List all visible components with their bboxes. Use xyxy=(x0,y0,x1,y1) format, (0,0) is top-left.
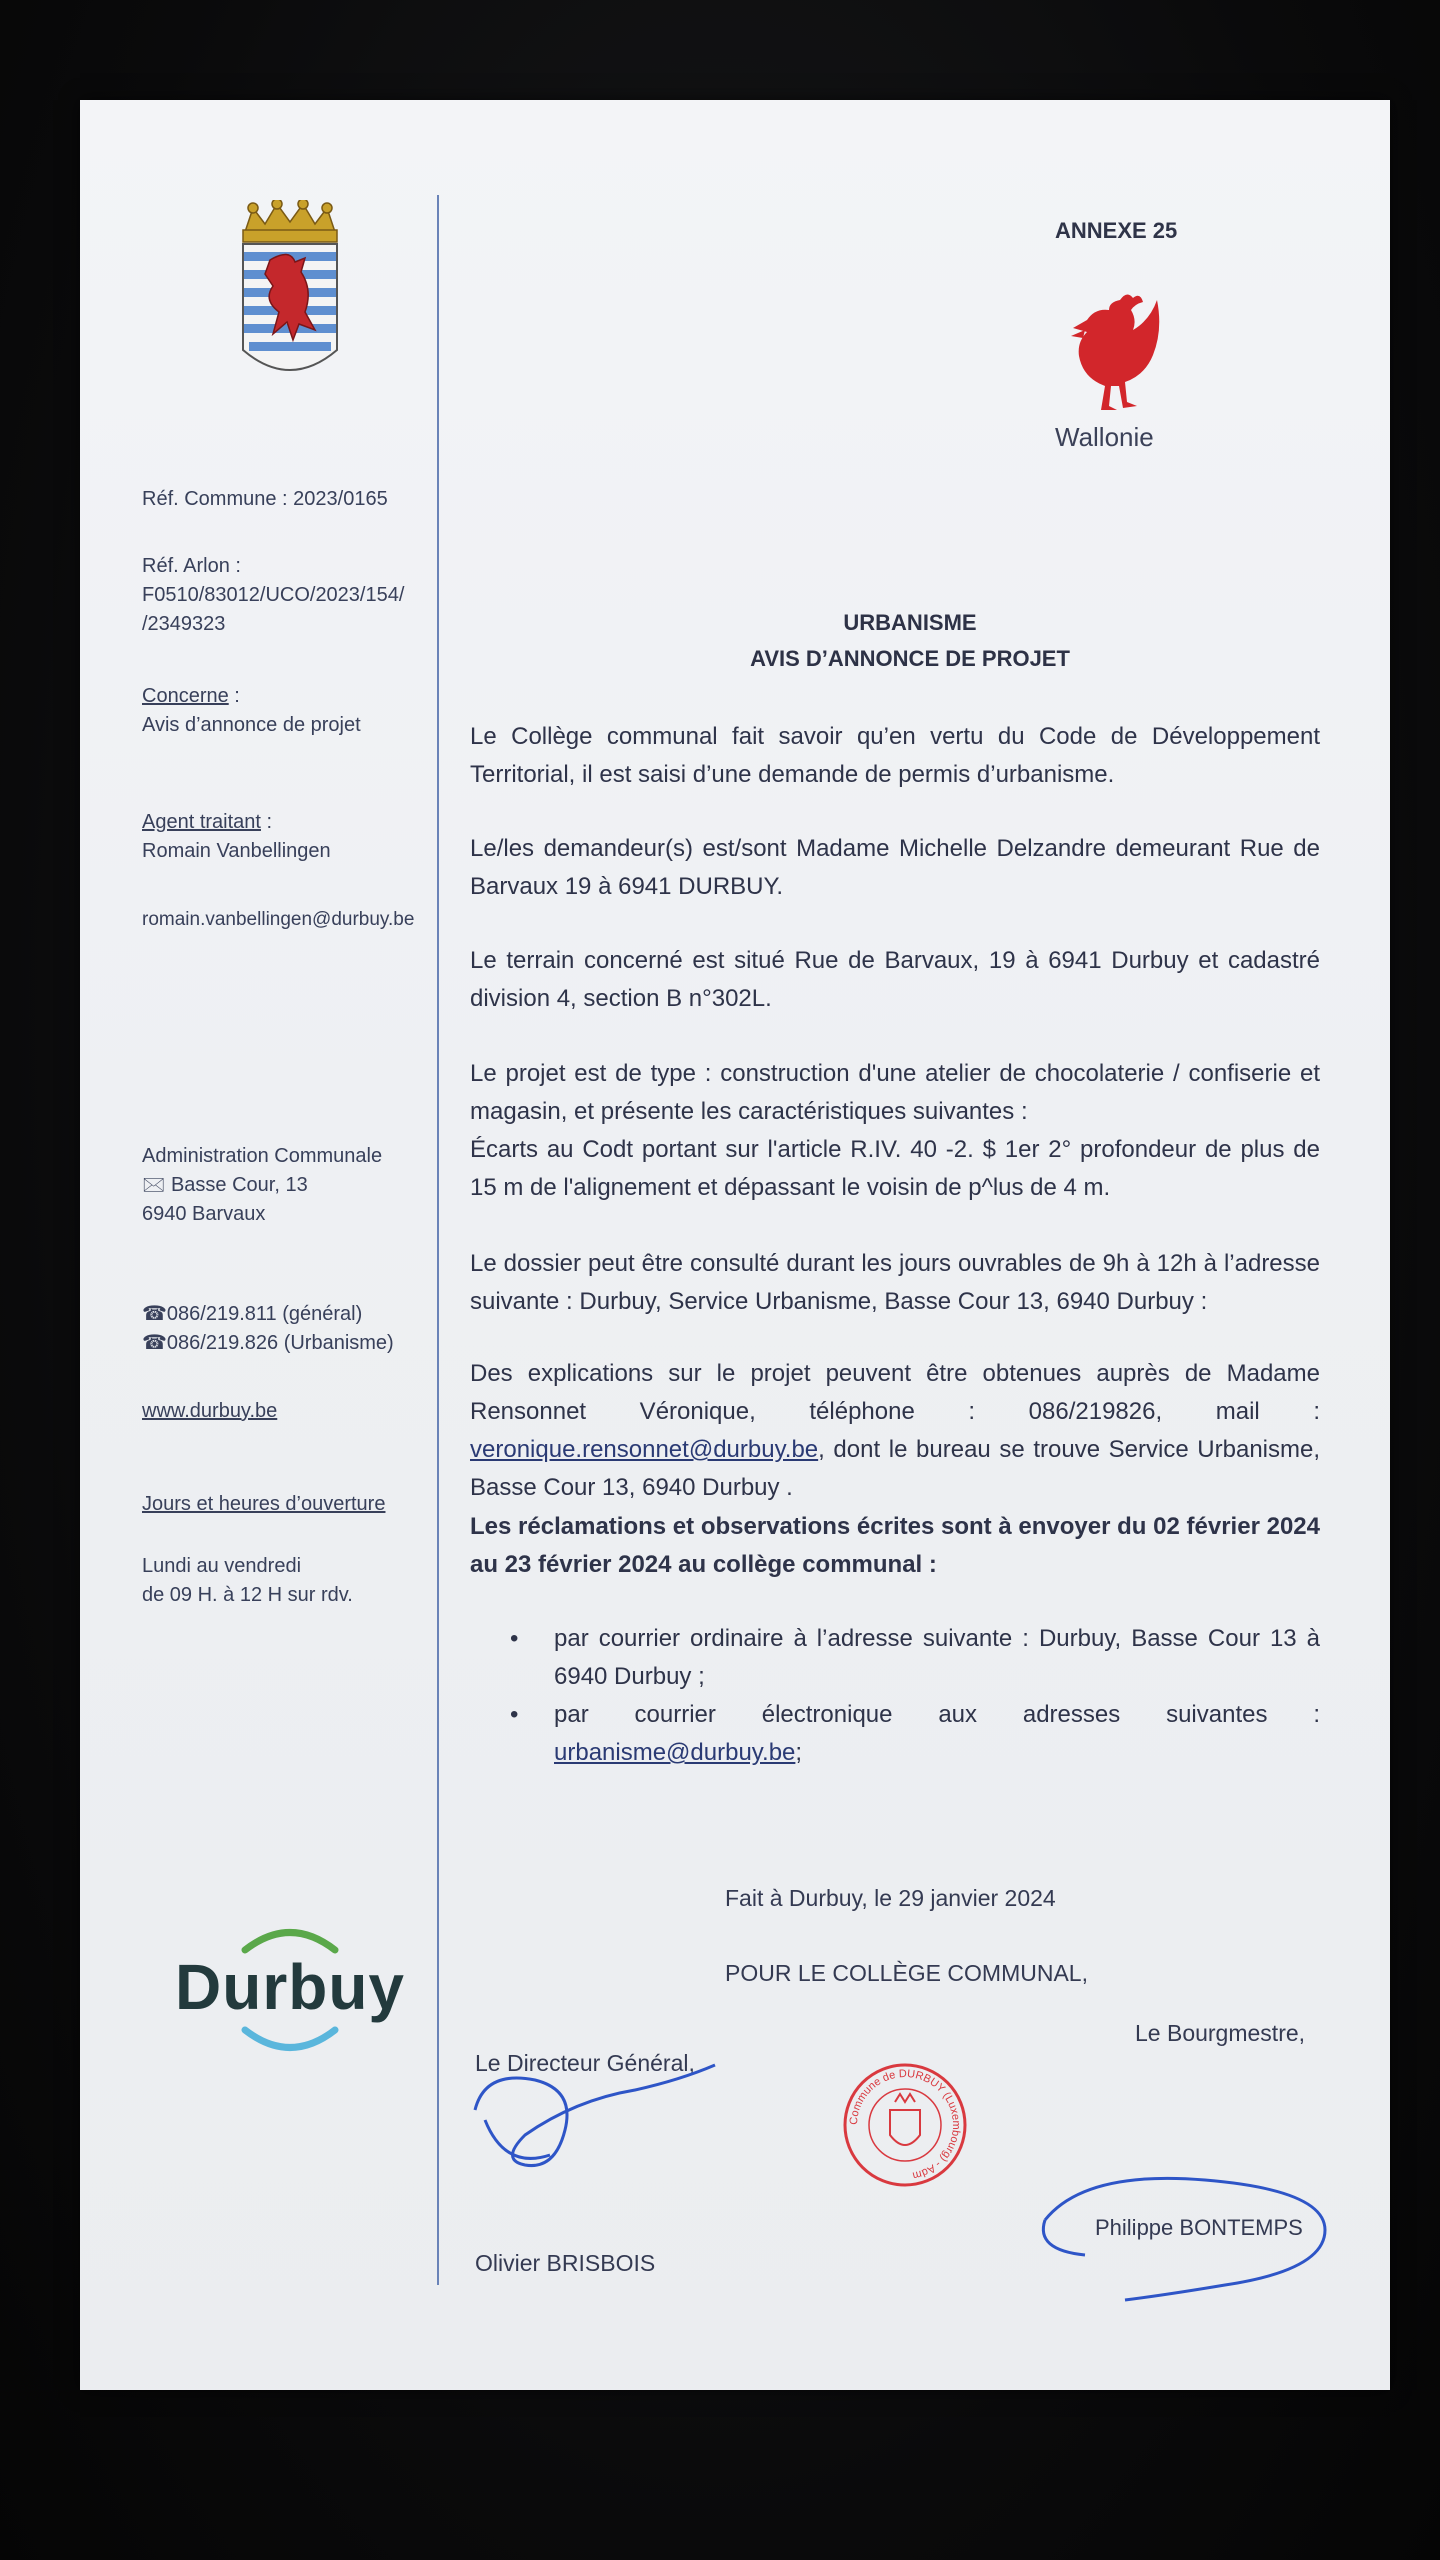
admin-city: 6940 Barvaux xyxy=(142,1203,266,1225)
concerne-label: Concerne xyxy=(142,685,229,707)
for-college: POUR LE COLLÈGE COMMUNAL, xyxy=(725,1960,1088,1986)
svg-text:Commune de DURBUY (Luxembourg) xyxy=(848,2068,962,2182)
wallonie-rooster-logo xyxy=(1065,290,1165,420)
paragraph-explanations xyxy=(470,1355,1320,1507)
bullet-marker: • xyxy=(510,1625,519,1652)
agent-block xyxy=(142,808,412,866)
director-general-title: Le Directeur Général, xyxy=(475,2050,695,2076)
place-date: Fait à Durbuy, le 29 janvier 2024 xyxy=(725,1885,1056,1911)
hours-time: de 09 H. à 12 H sur rdv. xyxy=(142,1584,353,1606)
list-item xyxy=(510,1620,1320,1696)
vertical-divider xyxy=(437,195,439,2285)
admin-address-block xyxy=(142,1142,412,1229)
paragraph-applicant: Le/les demandeur(s) est/sont Madame Michelle Delzandre demeurant Rue de Barvaux 19 à 6941 DURBUY. xyxy=(470,835,1320,900)
director-name: Olivier BRISBOIS xyxy=(475,2250,656,2276)
ref-commune: Réf. Commune : 2023/0165 xyxy=(142,488,388,510)
ref-arlon-line2: /2349323 xyxy=(142,613,226,635)
durbuy-logo xyxy=(175,1920,405,2065)
list-item-text: par courrier ordinaire à l’adresse suivante : Durbuy, Basse Cour 13 à 6940 Durbuy ; xyxy=(554,1625,1320,1690)
paragraph-consultation: Le dossier peut être consulté durant les jours ouvrables de 9h à 12h à l’adresse suivante : Durbuy, Service Urbanisme, Basse Cour 13, 6940 Durbuy : xyxy=(470,1250,1320,1315)
agent-email[interactable]: romain.vanbellingen@durbuy.be xyxy=(142,909,415,930)
concerne-value: Avis d’annonce de projet xyxy=(142,714,361,736)
director-signature xyxy=(465,2060,725,2195)
phone-general: ☎086/219.811 (général) xyxy=(142,1303,363,1325)
admin-street: 🖂 Basse Cour, 13 xyxy=(142,1174,308,1196)
paragraph-project-type: Le projet est de type : construction d'une atelier de chocolaterie / confiserie et magasin, et présente les caractéristiques suivantes : xyxy=(470,1060,1320,1125)
province-coat-of-arms xyxy=(235,200,345,390)
municipal-seal-stamp xyxy=(840,2060,970,2195)
wallonie-label: Wallonie xyxy=(1055,422,1154,452)
admin-title: Administration Communale xyxy=(142,1145,383,1167)
durbuy-logo-text: Durbuy xyxy=(175,1951,405,2023)
paragraph-intro: Le Collège communal fait savoir qu’en vertu du Code de Développement Territorial, il est saisi d’une demande de permis d’urbanisme. xyxy=(470,723,1320,788)
urbanisme-email-link[interactable]: urbanisme@durbuy.be xyxy=(554,1739,796,1766)
ref-arlon-block xyxy=(142,552,412,639)
agent-colon: : xyxy=(260,811,273,833)
hours-days: Lundi au vendredi xyxy=(142,1555,302,1577)
list-item xyxy=(510,1696,1320,1772)
ref-arlon-label: Réf. Arlon : xyxy=(142,555,241,577)
paragraph-project-deviations: Écarts au Codt portant sur l'article R.IV. 40 -2. $ 1er 2° profondeur de plus de 15 m de l'alignement et dépassant le voisin de p^lus de 4 m. xyxy=(470,1136,1320,1201)
mayor-title: Le Bourgmestre, xyxy=(1135,2020,1306,2046)
paragraph-complaints: Les réclamations et observations écrites sont à envoyer du 02 février 2024 au 23 février 2024 au collège communal : xyxy=(470,1513,1320,1578)
annex-number: ANNEXE 25 xyxy=(1055,218,1178,243)
mayor-name: Philippe BONTEMPS xyxy=(1095,2215,1303,2240)
list-item-text: par courrier électronique aux adresses suivantes : xyxy=(554,1701,1320,1728)
notice-title xyxy=(480,605,1340,677)
phone-urbanisme: ☎086/219.826 (Urbanisme) xyxy=(142,1332,394,1354)
concerne-colon: : xyxy=(228,685,240,707)
document-page xyxy=(80,100,1390,2390)
stamp-ring-text: Commune de DURBUY (Luxembourg) - Adm xyxy=(847,2067,963,2182)
concerne-block xyxy=(142,682,412,740)
agent-name: Romain Vanbellingen xyxy=(142,840,331,862)
bullet-marker: • xyxy=(510,1701,519,1728)
website-link[interactable]: www.durbuy.be xyxy=(142,1400,278,1422)
contact-email-link[interactable]: veronique.rensonnet@durbuy.be xyxy=(470,1436,819,1463)
paragraph-land: Le terrain concerné est situé Rue de Barvaux, 19 à 6941 Durbuy et cadastré division 4, section B n°302L. xyxy=(470,947,1320,1012)
list-item-text-end: ; xyxy=(795,1739,803,1766)
ref-arlon-line1: F0510/83012/UCO/2023/154/ xyxy=(142,584,405,606)
phones-block xyxy=(142,1300,412,1358)
submission-methods-list xyxy=(510,1620,1320,1772)
hours-block xyxy=(142,1552,412,1610)
agent-label: Agent traitant xyxy=(142,811,261,833)
notice-title-line1: URBANISME xyxy=(843,610,977,635)
hours-label: Jours et heures d’ouverture xyxy=(142,1493,386,1515)
notice-title-line2: AVIS D’ANNONCE DE PROJET xyxy=(750,646,1070,671)
explanations-text-end: , dont le bureau se trouve Service Urbanisme, Basse Cour 13, 6940 Durbuy . xyxy=(470,1436,1320,1501)
explanations-text: Des explications sur le projet peuvent être obtenues auprès de Madame Rensonnet Véronique, téléphone : 086/219826, mail : xyxy=(470,1360,1320,1425)
